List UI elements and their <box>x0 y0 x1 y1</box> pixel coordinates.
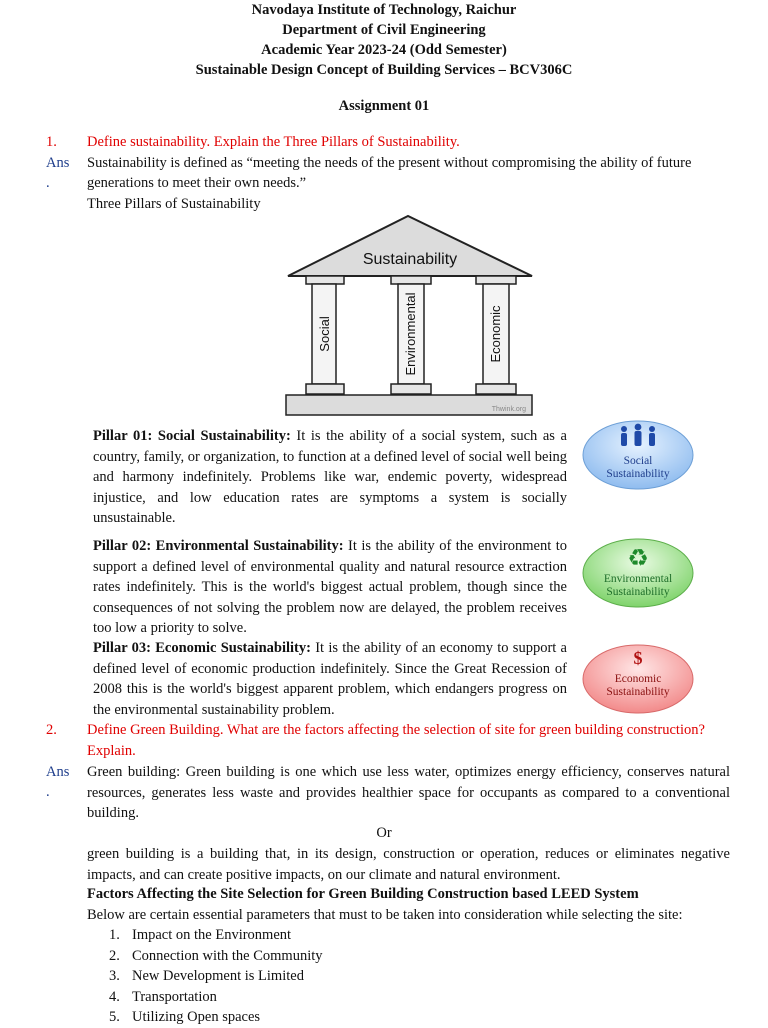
q1-answer-line2: generations to meet their own needs.” <box>87 175 307 191</box>
department-name: Department of Civil Engineering <box>282 22 486 38</box>
diagram-credit: Thwink.org <box>491 406 526 413</box>
diagram-roof-label: Sustainability <box>362 251 458 268</box>
academic-year: Academic Year 2023-24 (Odd Semester) <box>261 42 507 58</box>
factor-item: 3. New Development is Limited <box>109 968 304 984</box>
environmental-badge-line1: Environmental <box>603 573 673 585</box>
social-sustainability-badge <box>580 418 696 492</box>
recycle-icon: ♻ <box>627 544 649 572</box>
q2-question-line1: Define Green Building. What are the factors affecting the selection of site for green building construction? <box>87 722 705 738</box>
q1-ans-dot: . <box>46 175 50 191</box>
course-title: Sustainable Design Concept of Building Services – BCV306C <box>195 62 573 78</box>
pillar3-paragraph <box>93 638 567 720</box>
dollar-icon: $ <box>633 648 643 668</box>
q1-ans-label: Ans <box>46 155 70 171</box>
pillar3-text: It is the ability of an economy to support a defined level of economic production indefinitely. Since the Great Recession of 2008 this is the world's biggest apparent problem, which endangers progress on the environmental sustainability problem. <box>93 640 567 718</box>
pillar-economic-label: Economic <box>488 305 503 363</box>
factor-item: 1. Impact on the Environment <box>109 927 292 943</box>
q2-answer1: Green building: Green building is one which use less water, optimizes energy efficiency, conserves natural resources, generates less waste and provides healthier space for occupants as compared to a conventional building. <box>87 764 730 821</box>
three-pillars-diagram <box>284 214 536 418</box>
pillar2-paragraph <box>93 536 567 639</box>
q2-question-line2: Explain. <box>87 743 136 759</box>
pillar2-text: It is the ability of the environment to support a defined level of environmental quality and natural resource extraction rates indefinitely. This is the world's biggest actual problem, though since the consequences of not solving the problem now are delayed, the problem receives too low a priority to solve. <box>93 538 567 636</box>
pillar1-paragraph <box>93 426 567 529</box>
economic-sustainability-badge <box>580 642 696 716</box>
social-badge-line1: Social <box>623 455 653 467</box>
factors-list <box>109 925 709 1028</box>
environmental-sustainability-badge <box>580 536 696 610</box>
q2-or: Or <box>376 825 392 841</box>
factors-intro: Below are certain essential parameters that must to be taken into consideration while selecting the site: <box>87 907 683 923</box>
pillar-environmental-label: Environmental <box>403 292 418 376</box>
pillar3-title: Pillar 03: Economic Sustainability: <box>93 640 311 656</box>
pillar1-title: Pillar 01: Social Sustainability: <box>93 428 291 444</box>
pillar2-title: Pillar 02: Environmental Sustainability: <box>93 538 344 554</box>
economic-badge-line1: Economic <box>614 673 662 685</box>
factor-item: 4. Transportation <box>109 988 217 1005</box>
environmental-badge-line2: Sustainability <box>606 586 670 598</box>
pillars-heading: Three Pillars of Sustainability <box>87 196 261 212</box>
q2-number: 2. <box>46 722 57 738</box>
pillar1-text: It is the ability of a social system, such as a country, family, or organization, to function at a defined level of social well being and harmony indefinitely. Problems like war, endemic poverty, widespread injustice, and low education rates are symptoms a system is socially unsustainable. <box>93 428 567 526</box>
pillar-social-label: Social <box>317 316 332 352</box>
factor-item: 5. Utilizing Open spaces <box>109 1009 261 1025</box>
q1-question: Define sustainability. Explain the Three Pillars of Sustainability. <box>87 134 460 150</box>
economic-badge-line2: Sustainability <box>606 686 670 698</box>
q1-answer-line1: Sustainability is defined as “meeting the needs of the present without compromising the ability of future <box>87 155 692 171</box>
factor-item: 2. Connection with the Community <box>109 947 323 964</box>
q2-answer2: green building is a building that, in its design, construction or operation, reduces or eliminates negative impacts, and can create positive impacts, on our climate and natural environment. <box>87 846 730 883</box>
people-icon <box>621 424 655 446</box>
q1-number: 1. <box>46 134 57 150</box>
assignment-title: Assignment 01 <box>338 98 430 114</box>
institute-name: Navodaya Institute of Technology, Raichur <box>251 2 517 18</box>
q2-ans-dot: . <box>46 784 50 800</box>
q2-ans-label: Ans <box>46 764 70 780</box>
factors-heading: Factors Affecting the Site Selection for Green Building Construction based LEED System <box>87 886 639 902</box>
social-badge-line2: Sustainability <box>606 468 670 480</box>
